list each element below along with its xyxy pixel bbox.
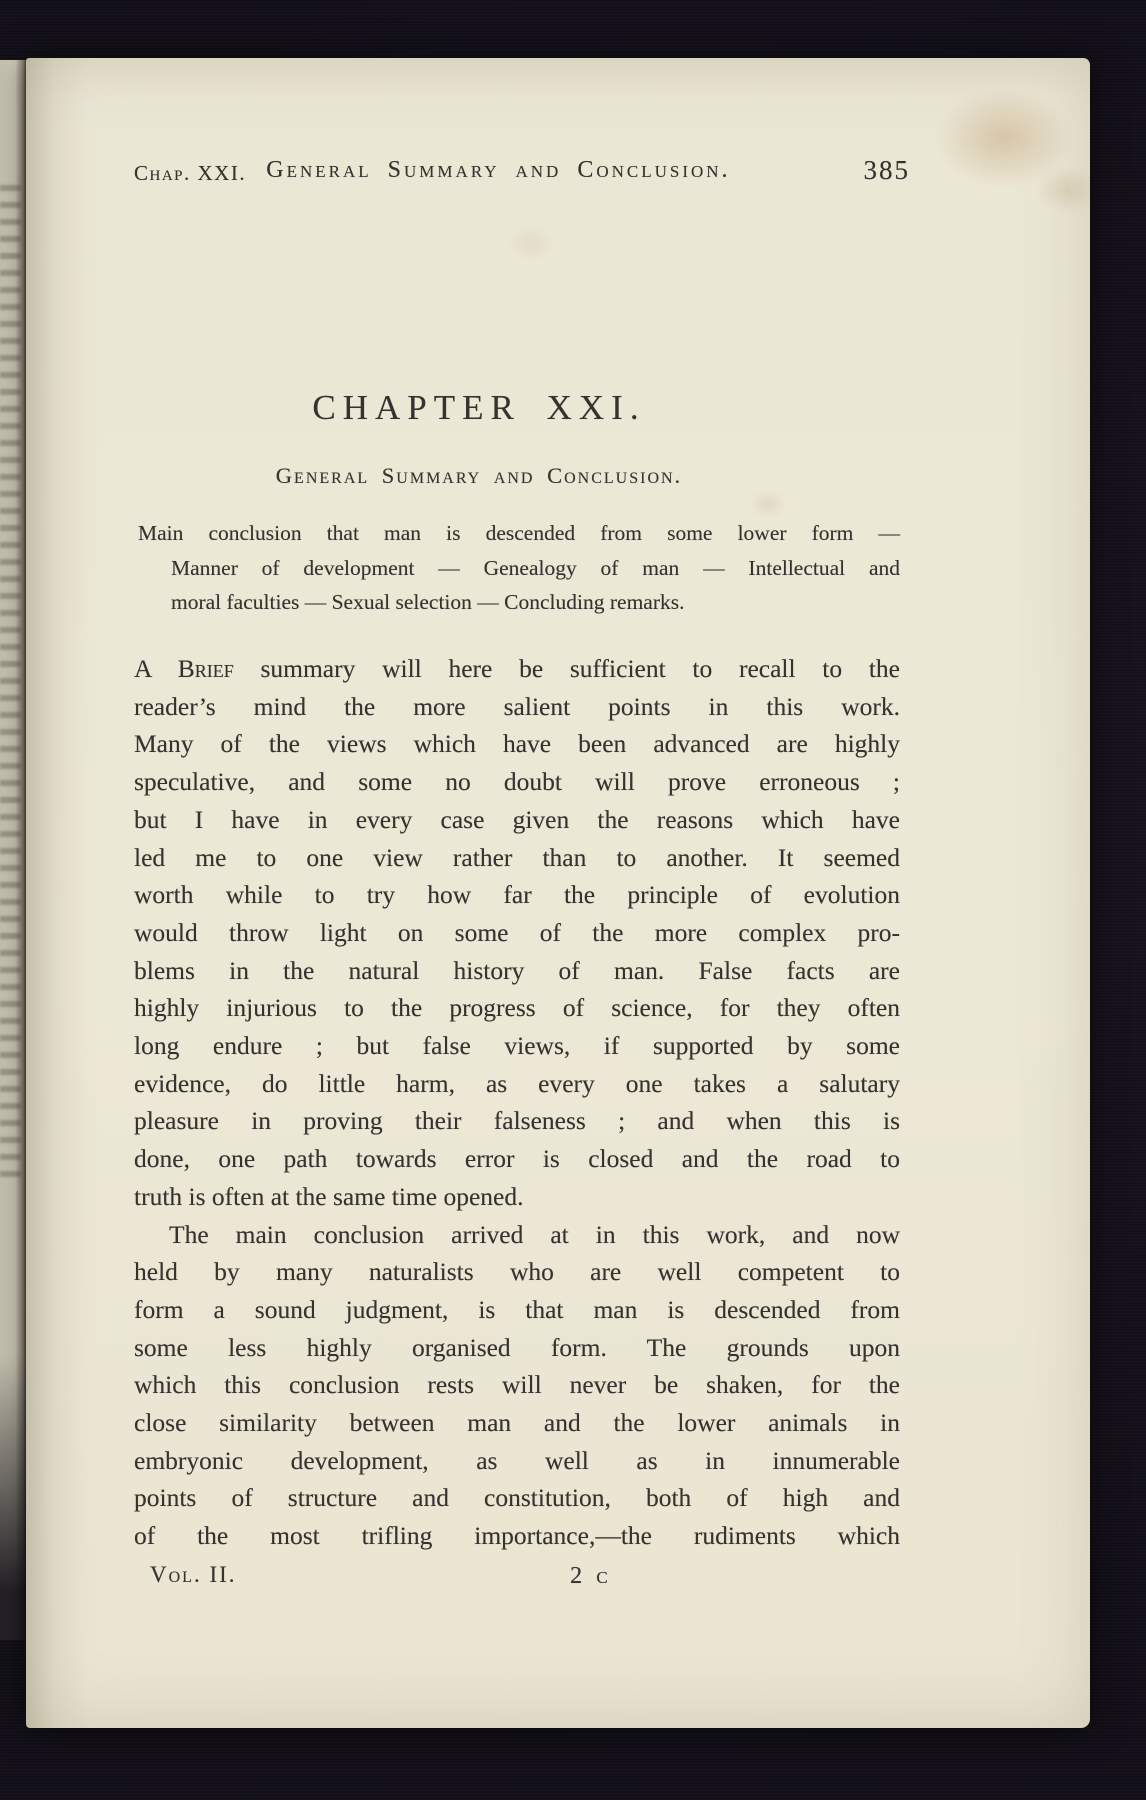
body-text-line: form a sound judgment, is that man is descended from bbox=[134, 1294, 900, 1324]
body-text-line: close similarity between man and the lower animals in bbox=[134, 1408, 900, 1438]
body-text-line: some less highly organised form. The grounds upon bbox=[134, 1332, 900, 1362]
header-running-title: General Summary and Conclusion. bbox=[266, 157, 731, 183]
body-text-line: embryonic development, as well as in innumerable bbox=[134, 1445, 900, 1475]
body-text-line: The main conclusion arrived at in this work, and now bbox=[169, 1219, 900, 1249]
body-text-line: speculative, and some no doubt will prove erroneous ; bbox=[134, 767, 900, 797]
body-text-line: blems in the natural history of man. False facts are bbox=[134, 955, 900, 985]
body-text-line: held by many naturalists who are well competent to bbox=[134, 1257, 900, 1287]
header-page-number: 385 bbox=[863, 155, 910, 185]
previous-page-edge bbox=[0, 60, 28, 1640]
body-text bbox=[134, 650, 900, 1555]
volume-label: Vol. II. bbox=[150, 1562, 237, 1587]
body-text-line bbox=[134, 650, 900, 688]
body-text-line: reader’s mind the more salient points in this work. bbox=[134, 691, 900, 721]
show-through-text-lines bbox=[0, 180, 21, 1180]
body-text-line: but I have in every case given the reasons which have bbox=[134, 804, 900, 834]
synopsis-line: Manner of development — Genealogy of man — Intellectual and bbox=[171, 555, 900, 580]
synopsis-line: moral faculties — Sexual selection — Concluding remarks. bbox=[171, 590, 685, 614]
body-text-line: highly injurious to the progress of science, for they often bbox=[134, 993, 900, 1023]
body-text-line: long endure ; but false views, if supported by some bbox=[134, 1031, 900, 1061]
body-text-line: done, one path towards error is closed and the road to bbox=[134, 1144, 900, 1174]
chapter-subtitle: General Summary and Conclusion. bbox=[275, 463, 683, 488]
body-text-line: of the most trifling importance,—the rudiments which bbox=[134, 1521, 900, 1551]
chapter-synopsis bbox=[134, 516, 900, 620]
chapter-heading: CHAPTER XXI. bbox=[312, 388, 646, 427]
paragraph-lead-small-caps: A Brief bbox=[134, 654, 234, 683]
signature-mark: 2 c bbox=[570, 1562, 612, 1589]
book-page bbox=[26, 58, 1090, 1728]
body-text-line-rest: summary will here be sufficient to recall to the bbox=[260, 654, 900, 683]
body-text-line: pleasure in proving their falseness ; and when this is bbox=[134, 1106, 900, 1136]
synopsis-line: Main conclusion that man is descended from some lower form — bbox=[138, 521, 900, 545]
header-chapter-label: Chap. XXI. bbox=[134, 161, 247, 185]
page-footer bbox=[134, 1562, 900, 1596]
body-text-line: which this conclusion rests will never be shaken, for the bbox=[134, 1370, 900, 1400]
body-text-line: Many of the views which have been advanced are highly bbox=[134, 729, 900, 759]
body-text-line: truth is often at the same time opened. bbox=[134, 1181, 524, 1211]
running-header bbox=[134, 155, 910, 191]
body-text-line: evidence, do little harm, as every one takes a salutary bbox=[134, 1068, 900, 1098]
body-text-line: points of structure and constitution, both of high and bbox=[134, 1483, 900, 1513]
body-text-line: led me to one view rather than to another. It seemed bbox=[134, 842, 900, 872]
body-text-line: worth while to try how far the principle of evolution bbox=[134, 880, 900, 910]
body-text-line: would throw light on some of the more complex pro- bbox=[134, 917, 900, 947]
